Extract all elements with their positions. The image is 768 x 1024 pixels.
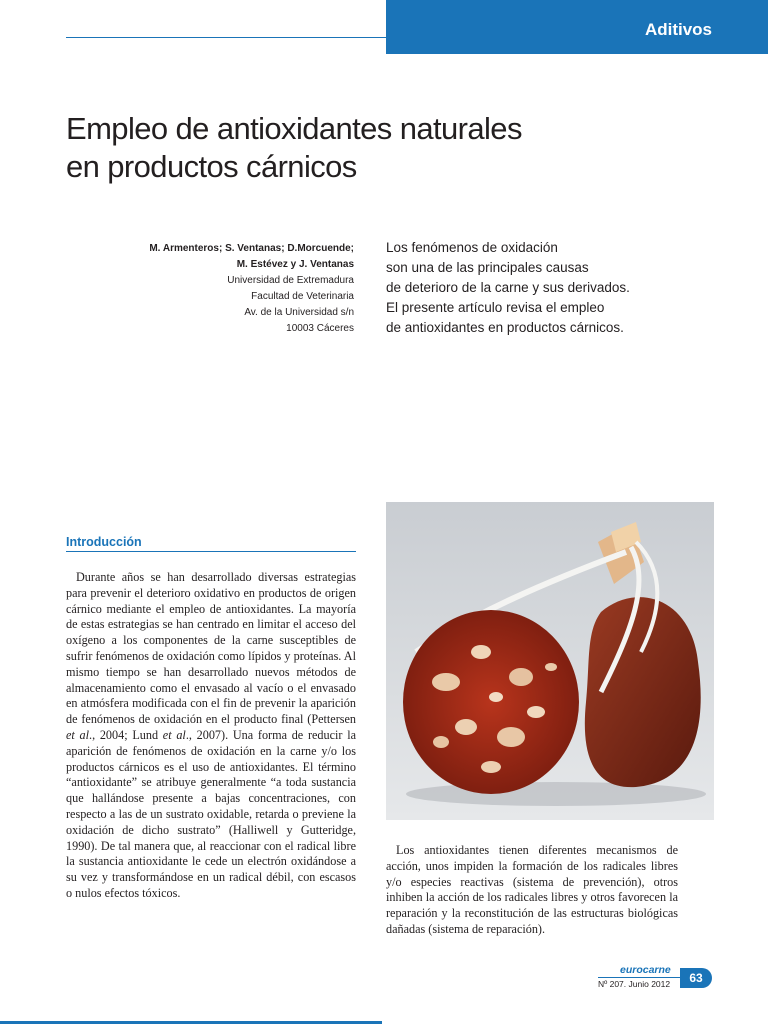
author-names: M. Estévez y J. Ventanas xyxy=(236,259,354,270)
section-heading-rule xyxy=(66,551,356,552)
affiliation-line: Facultad de Veterinaria xyxy=(251,291,354,302)
section-heading-introduccion: Introducción xyxy=(66,535,142,549)
author-names: M. Armenteros; S. Ventanas; D.Morcuende; xyxy=(149,243,354,254)
citation-italic: et al xyxy=(162,727,186,742)
section-label: Aditivos xyxy=(644,20,712,39)
page-number-badge: 63 xyxy=(680,968,712,988)
authors-block xyxy=(54,241,354,337)
lead-line: de deterioro de la carne y sus derivados. xyxy=(386,280,630,295)
body-text: Durante años se han desarrollado diversas estrategias para prevenir el deterioro oxidativo en productos de origen cárnico mediante el empleo de antioxidantes. La mayoría de estas estrategias se han centrado en limitar el acceso del oxígeno a los componentes de la carne susceptibles de sufrir fenómenos de oxidación como lípidos y proteínas. Al mismo tiempo se han desarrollado nuevos métodos de almacenamiento como el envasado al vacío o el envasado en atmósfera modificada con el fin de prevenir la aparición de fenómenos de oxidación en el producto final (Pettersen xyxy=(66,570,356,727)
lead-line: son una de las principales causas xyxy=(386,260,589,275)
body-column-right xyxy=(386,843,678,938)
affiliation-line: Universidad de Extremadura xyxy=(227,275,354,286)
chorizo-photo xyxy=(386,502,714,820)
lead-line: El presente artículo revisa el empleo xyxy=(386,300,605,315)
lead-line: de antioxidantes en productos cárnicos. xyxy=(386,320,624,335)
body-paragraph: Los antioxidantes tienen diferentes mecanismos de acción, unos impiden la formación de los radicales libres y/o especies reactivas (sistema de prevención), otros inhiben la acción de los radicales libres y otros favorecen la reparación y la reconstitución de las estructuras biológicas dañadas (sistema de reparación). xyxy=(386,843,678,936)
body-text: ., 2007). Una forma de reducir la aparición de fenómenos de oxidación en la carne y/o los productos cárnicos es el uso de antioxidantes. El término “antioxidante” se atribuye generalmente “a toda sustancia que hallándose presente a bajas concentraciones, con respecto a las de un sustrato oxidable, retarda o previene la oxidación de dicho sustrato” (Halliwell y Gutteridge, 1990). De tal manera que, al reaccionar con el radical libre la sustancia antioxidante le cede un electrón oxidándose a su vez y transformándose en un radical débil, con escasos o nulos efectos tóxicos. xyxy=(66,727,356,900)
article-lead xyxy=(386,238,706,338)
article-title xyxy=(66,110,626,186)
body-text: ., 2004; Lund xyxy=(89,727,163,742)
issue-info: Nº 207. Junio 2012 xyxy=(598,979,671,989)
title-line: en productos cárnicos xyxy=(66,149,357,184)
affiliation-line: Av. de la Universidad s/n xyxy=(244,307,354,318)
body-column-left xyxy=(66,570,356,902)
body-paragraph xyxy=(66,570,356,902)
citation-italic: et al xyxy=(66,727,90,742)
section-tab xyxy=(386,0,768,54)
affiliation-line: 10003 Cáceres xyxy=(286,323,354,334)
title-line: Empleo de antioxidantes naturales xyxy=(66,111,522,146)
lead-line: Los fenómenos de oxidación xyxy=(386,240,558,255)
magazine-brand: eurocarne xyxy=(620,964,671,976)
